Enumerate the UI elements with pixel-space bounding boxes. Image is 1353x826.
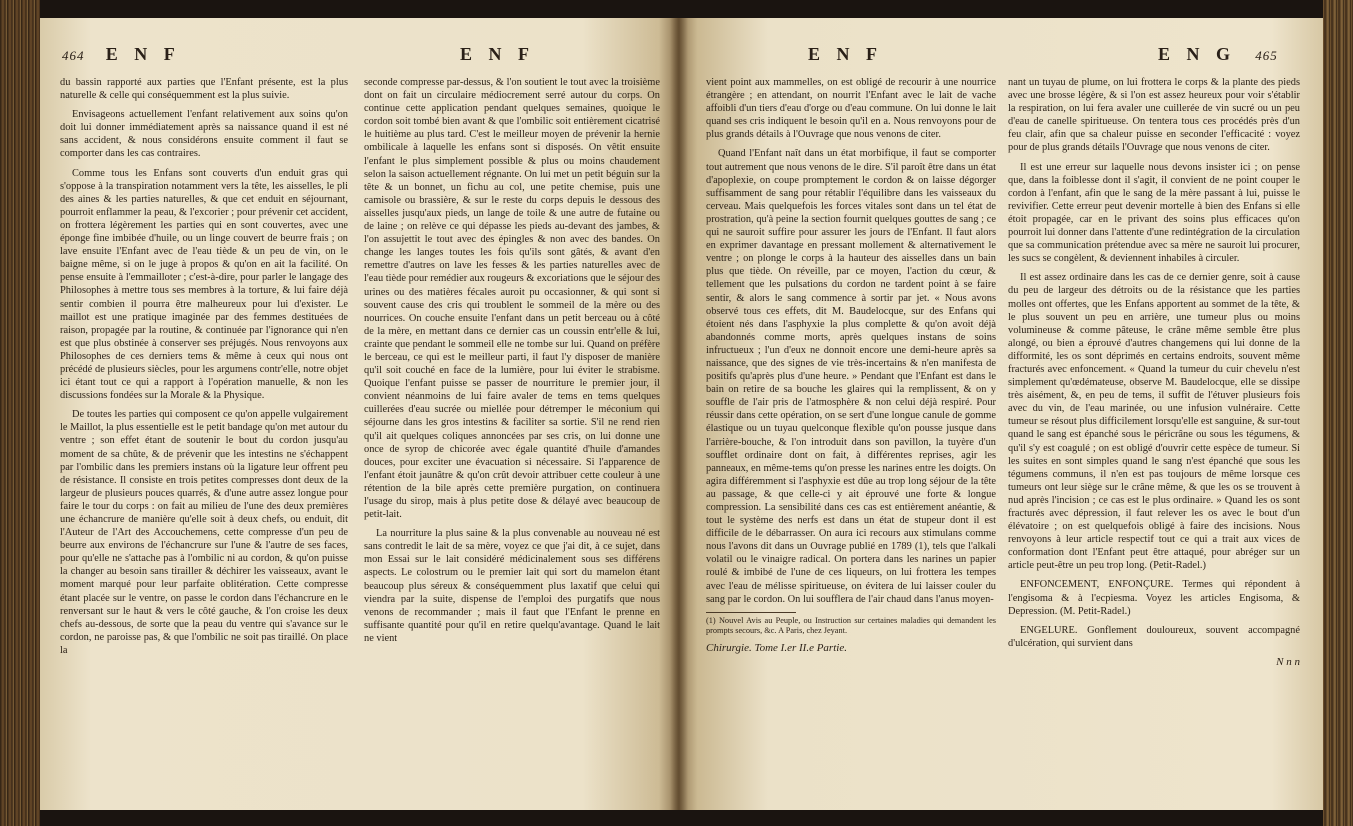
left-page-column-1 xyxy=(60,76,348,663)
paragraph: De toutes les parties qui composent ce qu'on appelle vulgairement le Maillot, la plus essentielle est le petit bandage qu'on met autour du ventre ; son effet étant de soutenir le bout du cordon jusqu'au moment de sa chûte, & de prévenir que les intestins ne s'échappent par l'ombilic dans les premiers instans où la ligature leur offrent peu de résistance. Il consiste en trois petites compresses dont deux de la largeur de plusieurs pouces quarrés, & d'une autre assez longue pour faire le tour du corps : on fait au milieu de l'une des deux premières une échancrure de manière qu'elle soit à deux chefs, ou enduit, dit l'Auteur de l'Art des Accouchemens, cette compresse d'un peu de beurre aux environs de l'échancrure sur l'une & l'autre de ses faces, pour qu'elle ne s'attache pas à l'ombilic ni au cordon, & qu'on puisse la changer au besoin sans tirailler & déchirer les vaisseaux, avant le moment marqué pour leur parfaite oblitération. Cette compresse étant placée sur le ventre, on passe le cordon dans l'échancrure en le renversant sur le haut & vers le côté gauche, & l'on croise les deux chefs au-dessous, de sorte que la peau du ventre qui s'avance sur le cordon, ne paroisse pas, & que l'ombilic ne soit pas tiraillé. On place la xyxy=(60,409,348,656)
running-head: E N G xyxy=(1158,44,1237,64)
running-head: E N F xyxy=(808,44,883,64)
signature-left: Chirurgie. Tome I.er II.e Partie. xyxy=(706,641,847,654)
running-head: E N F xyxy=(105,44,181,64)
left-page-column-2 xyxy=(364,76,660,651)
left-page-number-header xyxy=(62,44,181,65)
book-edge-right xyxy=(1323,0,1353,826)
dictionary-entry: ENGELURE. Gonflement douloureux, souvent accompagné d'ulcération, qui survient dans xyxy=(1008,624,1300,649)
paragraph: Envisageons actuellement l'enfant relativement aux soins qu'on doit lui donner immédiatement après sa naissance quand il est né sans accident, & nous considérons ensuite comment il faut se comporter dans les cas contraires. xyxy=(60,109,348,160)
right-page xyxy=(678,18,1323,810)
paragraph: seconde compresse par-dessus, & l'on soutient le tout avec la troisième dont on fait un circulaire médiocrement serré autour du corps. On continue cette application pendant quelques semaines, quoique le cordon soit tombé bien avant & que l'ombilic soit entièrement cicatrisé le huitième au plus tard. C'est le meilleur moyen de prévenir la hernie ombilicale à laquelle les enfans sont si disposés. On vêtit ensuite l'enfant le plus simplement possible & plus ou moins chaudement selon la saison actuellement régnante. On lui met un petit béguin sur la tête & un bonnet, un fichu au col, une petite chemise, puis une camisole ou brassière, & sur le reste du corps depuis le dessous des aisselles jusqu'aux pieds, un lange de toile & une autre de futaine ou de laine ; on relève ce qui dépasse les pieds au-devant des jambes, & l'on assujettit le tout avec des épingles & non avec des bandes. On change les langes toutes les fois qu'ils sont gâtés, & avant d'en remettre d'autres on lave les fesses & les parties naturelles avec de l'eau tiède pour remédier aux rougeurs & excoriations que le séjour des urines ou des matières fécales auroit pu occasionner, & qui sont si souvent cause des cris qui troublent le sommeil de la mère ou des nourrices. On couche ensuite l'enfant dans un petit berceau ou à côté de la mère, en mettant dans ce dernier cas un coussin entr'elle & lui, crainte que pendant le sommeil elle ne tombe sur lui. Quand on préfère le berceau, ce qui est le meilleur parti, il faut l'y disposer de manière qu'il soit couché en face de la lumière, pour lui éviter le strabisme. Quoique l'enfant puisse se passer de nourriture le premier jour, il convient néanmoins de lui faire avaler de tems en tems quelques cuillerées d'eau sucrée ou miellée pour détremper le méconium qui séjourne dans les gros intestins & faciliter sa sortie. S'il ne rend rien qu'il ait quelques coliques annoncées par ses cris, on lui donne une once de syrop de chicorée avec égale quantité d'huile d'amandes douces, pour exciter une évacuation si nécessaire. Si l'apparence de l'enfant étoit jaunâtre & qu'on crût devoir attribuer cette couleur à une rétention de la bile après cette première purgation, on continuera l'usage du sirop, mais à plus petite dose & délayé avec beaucoup de petit-lait. xyxy=(364,77,660,521)
paragraph: Quand l'Enfant naît dans un état morbifique, il faut se comporter tout autrement que nous venons de le dire. S'il paroît être dans un état d'apoplexie, on coupe promptement le cordon & on laisse dégorger suffisamment de sang pour rétablir l'équilibre dans les vaisseaux du cerveau. Mais quelquefois les forces vitales sont dans un tel état de prostration, qu'à peine la section fournit quelques gouttes de sang ; ce qui ne sauroit suffire pour assurer les jours de l'Enfant. Il faut alors en exprimer davantage en pressant mollement & alternativement le ventre ; on plonge le corps à la hauteur des aisselles dans un bain plus que tiède. On réveille, par ce moyen, l'action du cœur, & tellement que les pulsations du cordon ne tardent point à se faire sentir, & alors le sang commence à sortir par jet. « Nous avons observé tous ces effets, dit M. Baudelocque, sur des Enfans qui étoient nés dans l'asphyxie la plus complette & qu'on avoit déjà abandonnés comme morts, après quelques instans de soins infructueux ; l'un d'eux ne donnoit encore une demi-heure après sa naissance, que des signes de vie très-incertains & n'en manifesta de positifs qu'après plus d'une heure. » Pendant que l'Enfant est dans le bain on retire de sa bouche les glaires qui la remplissent, & on y souffle de l'air pris de l'atmosphère & non celui déjà respiré. Pour réussir dans cette opération, on se sert d'une longue canule de gomme élastique ou un tuyau quelconque flexible qu'on pousse jusque dans l'arrière-bouche, & l'on introduit dans son pavillon, la tuyère d'un soufflet ordinaire dont on fait, à différentes reprises, agir les panneaux, en même-tems qu'on presse les narines entre les doigts. On agira différemment si l'asphyxie est dûe au trop long séjour de la tête au passage, & que celle-ci y ait éprouvé une forte & longue compression. La sensibilité dans ces cas est entièrement anéantie, & tout le système des nerfs est dans un état de stupeur dont il est difficile de le débarrasser. On aura ici recours aux stimulans comme nous l'avons dit dans un Ouvrage publié en 1789 (1), tels que l'alkali volatil ou le vinaigre radical. On portera dans les narines un papier roulé & imbibé de l'une de ces liqueurs, on lui frottera les tempes avec l'eau de mélisse spiritueuse, on évitera de lui laisser couler du sang par le cordon. On lui soufflera de l'air chaud dans l'anus moyen- xyxy=(706,148,996,605)
right-running-head-1 xyxy=(808,44,883,65)
signature-right: N n n xyxy=(1276,655,1300,668)
left-page xyxy=(40,18,678,810)
paragraph: du bassin rapporté aux parties que l'Enfant présente, est la plus naturelle & celle qui conséquemment est la plus suivie. xyxy=(60,77,348,102)
running-head: E N F xyxy=(460,44,535,64)
paragraph: Il est une erreur sur laquelle nous devons insister ici ; on pense que, dans la foiblesse dont il s'agit, il convient de ne point couper le cordon à l'enfant, afin que le sang de la mère passant à lui, puisse le revivifier. Cette erreur peut devenir mortelle à bien des Enfans si elle étoit propagée, car en le privant des soins plus efficaces qu'on pourroit lui donner dans l'attente d'une redintégration de la circulation que sa communication prétendue avec sa mère ne sauroit lui procurer, les sucs se congèlent, & deviennent inhabiles à circuler. xyxy=(1008,161,1300,265)
right-page-column-2 xyxy=(1008,76,1300,669)
page-number: 465 xyxy=(1255,48,1278,63)
paragraph: nant un tuyau de plume, on lui frottera le corps & la plante des pieds avec une brosse légère, & si l'on est assez heureux pour voir s'établir la respiration, on lui fera avaler une cuillerée de vin sucré ou un peu d'eau de canelle spiritueuse. On tentera tous ces procédés près d'un feu clair, afin que sa chaleur puisse en seconder l'efficacité : voyez pour de plus grands détails l'Ouvrage que nous venons de citer. xyxy=(1008,77,1300,154)
page-number: 464 xyxy=(62,48,85,63)
footnote-rule xyxy=(706,612,796,613)
footnote: (1) Nouvel Avis au Peuple, ou Instruction sur certaines maladies qui demandent les prompts secours, &c. A Paris, chez Jeyant. xyxy=(706,615,996,635)
book-edge-left xyxy=(0,0,40,826)
book-gutter xyxy=(670,18,688,810)
right-page-column-1 xyxy=(706,76,996,655)
paragraph: La nourriture la plus saine & la plus convenable au nouveau né est sans contredit le lait de sa mère, voyez ce que j'ai dit, à ce sujet, dans mon Essai sur le lait considéré médicinalement sous ses différens aspects. Le colostrum ou le premier lait qui sort du mamelon étant beaucoup plus séreux & conséquemment plus laxatif que celui qui viendra par la suite, dispense de l'emploi des purgatifs que nous venons de recommander ; mais il faut que l'Enfant le prenne en suffisante quantité pour qu'il en retire quelqu'avantage. Quand le lait ne vient xyxy=(364,528,660,644)
paragraph: Il est assez ordinaire dans les cas de ce dernier genre, soit à cause du peu de largeur des détroits ou de la résistance que les parties molles ont offertes, que les Enfans apportent au sommet de la tête, & le plus souvent un peu en arrière, une tumeur plus ou moins volumineuse & comme pâteuse, le crâne même semble être plus alongé, ou bien a éprouvé d'autres changemens qui lui donne de la difformité, les os sont déprimés en certains endroits, souvent même fracturés avec enfoncement. « Quand la tumeur du cuir chevelu n'est simplement qu'œdémateuse, observe M. Baudelocque, elle se dissipe très aisément, &, en peu de tems, il suffit de l'étuver plusieurs fois avec du vin, de l'eau marinée, ou une infusion vulnéraire. Cette tumeur se résout plus difficilement lorsqu'elle est sanguine, & sur-tout quand le sang est épanché sous le péricrâne ou sous les tégumens, & qu'il s'y est coagulé ; on est obligé d'ouvrir cette espèce de tumeur. Si les suites en sont simples quand le sang n'est épanché que sous les tégumens communs, il n'en est pas toujours de même lorsque ces tumeurs ont leur siège sur le crâne même, & que les os se trouvent à nud après l'incision ; ce cas est le plus ordinaire. » Quand les os sont fracturés avec dépression, il faut relever les os avec le bout d'un élévatoire ; on est quelquefois obligé à faire des incisions. Nous renvoyons à leur article respectif tout ce qui a trait aux vices de conformation dont l'Enfant peut être attaqué, pour abréger sur un article peut-être un peu trop long. (Petit-Radel.) xyxy=(1008,272,1300,572)
left-running-head-2 xyxy=(460,44,535,65)
paragraph: Comme tous les Enfans sont couverts d'un enduit gras qui s'oppose à la transpiration notamment vers la tête, les aisselles, le pli des aines & les parties naturelles, & que cet enduit en séjournant, pourroit enflammer la peau, & l'excorier ; pour prévenir cet accident, on frottera légèrement les parties qui en sont couvertes, avec une éponge fine imbibée d'huile, ou un linge couvert de beurre frais ; on lave ensuite l'Enfant avec de l'eau tiède & un peu de vin, on le baigne même, si on le juge à propos & qu'on en ait la facilité. On pense ensuite à l'emmailloter ; c'est-à-dire, pour parler le langage des Philosophes à mettre tous ses membres à la torture, & lui faire déjà sentir combien il pourra être malheureux pour lui d'exister. Le maillot est une pratique imaginée par des femmes destituées de raison, propagée par la routine, & continuée par l'ignorance qui n'en est que plus obstinée à conserver ses préjugés. Nous renvoyons aux Philosophes de ces derniers tems & même à ceux qui nous ont précédé de plusieurs siècles, pour les argumens contr'elle, notre objet ici étant tout ce qui a rapport à l'opération manuelle, & non les discussions fondées sur la Morale & la Physique. xyxy=(60,167,348,402)
signature-line xyxy=(706,642,996,655)
signature-mark xyxy=(1008,656,1300,669)
dictionary-entry: ENFONCEMENT, ENFONÇURE. Termes qui répondent à l'engisoma & à l'ecpiesma. Voyez les articles Engisoma, & Depression. (M. Petit-Radel.) xyxy=(1008,579,1300,617)
paragraph: vient point aux mammelles, on est obligé de recourir à une nourrice étrangère ; en attendant, on nourrit l'Enfant avec le lait de vache affoibli d'un tiers d'eau d'orge ou d'eau commune. On lui donne le lait quand ses cris indiquent le besoin qu'il en a. Nous renvoyons pour de plus grands détails à l'Ouvrage que nous venons de citer. xyxy=(706,77,996,141)
right-page-number-header xyxy=(1158,44,1278,65)
